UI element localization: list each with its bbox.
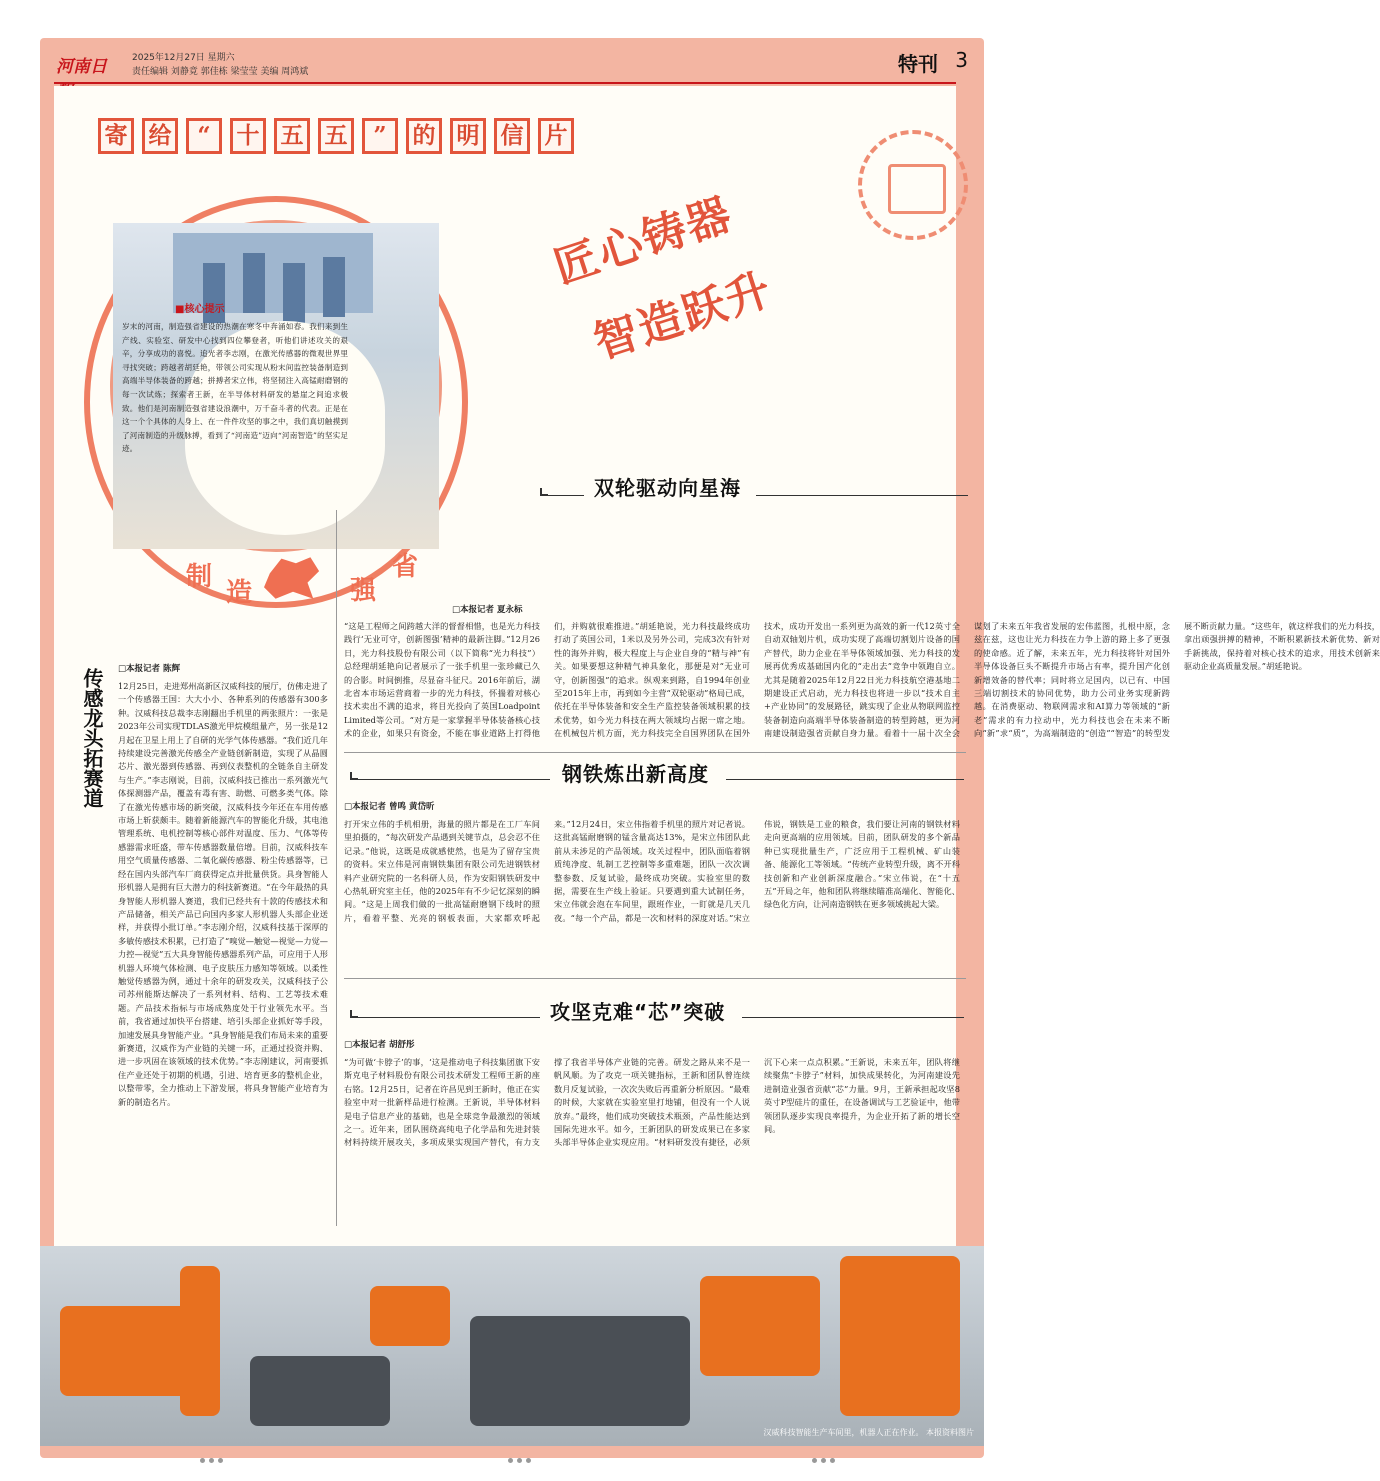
pager-dots bbox=[812, 1458, 835, 1463]
core-summary-text: 岁末的河南，制造强省建设的热潮在寒冬中奔涌如春。我们来到生产线、实验室、研发中心找到四位攀登者，听他们讲述攻关的艰辛，分享成功的喜悦。追光者李志刚，在激光传感器的微观世界里寻找突破；跨越者胡廷艳，带领公司实现从粉末间监控装备制造到高端半导体装备的跨越；拼搏者宋立伟，将坚韧注入高锰耐磨钢的每一次试炼；探索者王新，在半导体材料研发的悬崖之间追求极致。他们是河南制造强省建设浪潮中，万千奋斗者的代表。正是在这一个个具体的人身上、在一件件攻坚的事之中，我们真切触摸到了河南制造的升级脉搏，看到了“河南造”迈向“河南智造”的坚实足迹。 bbox=[122, 322, 348, 454]
article-2-byline: □本报记者 夏永标 bbox=[452, 605, 523, 615]
article-3-byline: □本报记者 曾鸣 黄岱昕 bbox=[344, 802, 435, 812]
banner-char: “ bbox=[186, 118, 222, 154]
head-rule bbox=[350, 779, 550, 780]
banner-char: 信 bbox=[494, 118, 530, 154]
article-3-title: 钢铁炼出新高度 bbox=[562, 762, 709, 786]
car-body bbox=[470, 1316, 690, 1426]
head-rule bbox=[350, 1017, 540, 1018]
banner-char: 明 bbox=[450, 118, 486, 154]
page-number: 3 bbox=[955, 48, 968, 72]
row-rule bbox=[344, 978, 966, 979]
robot-arm bbox=[840, 1256, 960, 1416]
banner-char: 五 bbox=[274, 118, 310, 154]
head-rule bbox=[726, 779, 964, 780]
article-2-body: “这是工程师之间跨越大洋的督督相惜，也是光力科技践行‘无业可守，创新图强’精神的最新注脚。”12月26日，光力科技股份有限公司（以下简称“光力科技”）总经理胡延艳向记者展示了一张手机里一张珍藏已久的合影。时间倒推，尽显奋斗征尺。2016年前后，湖北省本市场运营商着一步的光力科技，怀揣着对核心技术卖出不满的追求，将目光投向了英国Loadpoint Limited等公司。“对方是一家掌握半导体装备核心技术的企业，如果只有资金，不能在事业道路上打得他们，并购就很难推进。”胡延艳说，光力科技最终成功打动了英国公司，1米以及另外公司，完成3次有针对性的海外并购，极大程度上与企业自身的“精与神”有关。如果要想这种精气神具象化，那便是对“无业可守，创新图强”的追求。纵观来到路，自1994年创业至2015年上市，再到如今主营“双轮驱动”格局已成，依托在半导体装备和安全生产监控装备领域积累的技术优势，如今光力科技在两大领域均占据一席之地。在机械包片机方面，光力科技完全自国界团队在国外技术，成功开发出一系列更为高效的新一代12英寸全自动双轴划片机，成功实现了高端切割划片设备的国产替代，助力企业在半导体领域加强、光力科技的发展再优秀成基础国内化的“走出去”竞争中领跑自立。尤其是随着2025年12月22日光力科技航空港基地二期建设正式启动，光力科技也将进一步以“技术自主+产业协同”的发展路径，跳实现了企业从物联网监控装备制造向高端半导体装备制造的转型跨越，更为河南建设制造强省贡献自身力量。看着十一届十次全会谋划了未来五年我省发展的宏伟蓝图，扎根中原，念兹在兹，这也让光力科技在力争上游的路上多了更强的使命感。近了解，未来五年，光力科技将针对国外半导体设备巨头不断提升市场占有率，提升国产化创新增效备的替代率；同时将立足国内，以已有、中国三端切割技术的协同优势，助力公司业务实现新跨越。在消费驱动、物联网需求和AI算力等领域的“新老”需求的有力拉动中，光力科技也会在未来不断向“新”求“质”，为高端制造的“创造”“智造”的转型发展不断贡献力量。“这些年，就这样我们的光力科技，拿出顽强拼搏的精神，不断积累新技术新优势、新对手新挑战，保持着对核心技术的追求，用技术创新来驱动企业高质量发展。”胡延艳说。 bbox=[344, 621, 1380, 739]
banner-char: 的 bbox=[406, 118, 442, 154]
banner-char: 片 bbox=[538, 118, 574, 154]
head-rule bbox=[756, 495, 968, 496]
article-3-body: 打开宋立伟的手机相册，海量的照片都是在工厂车间里拍摄的，“每次研发产品遇到关键节点，总会忍不住记录。”他说，这既是成就感使然，也是为了留存宝贵的资料。宋立伟是河南钢铁集团有限公司先进钢铁材料产业研究院的一名科研人员，作为安阳钢铁研发中心热轧研究室主任，他的2025年有不少记忆深刻的瞬间。“这是上周我们做的一批高锰耐磨钢下线时的照片，看着平整、光亮的钢板表面，大家都欢呼起来。”12月24日，宋立伟指着手机里的照片对记者说。这批高锰耐磨钢的锰含量高达13%，是宋立伟团队此前从未涉足的产品领域。攻关过程中，团队面临着钢质纯净度、轧制工艺控制等多重难题，团队一次次调整参数、反复试验，最终成功突破。实验室里的数据，需要在生产线上验证。只要遇到重大试制任务，宋立伟就会泡在车间里，跟班作业，一盯就是几天几夜。“每一个产品，都是一次和材料的深度对话。”宋立伟说，钢铁是工业的粮食，我们要让河南的钢铁材料走向更高端的应用领域。目前，团队研发的多个新品种已实现批量生产，广泛应用于工程机械、矿山装备、能源化工等领域。“传统产业转型升级，离不开科技创新和产业创新深度融合。”宋立伟说，在“十五五”开局之年，他和团队将继续瞄准高端化、智能化、绿色化方向，让河南造钢铁在更多领域挑起大梁。 bbox=[344, 819, 960, 923]
postcard-banner bbox=[98, 118, 574, 154]
head-rule bbox=[742, 1017, 964, 1018]
article-1-body: 12月25日，走进郑州高新区汉威科技的展厅，仿佛走进了一个传感器王国：大大小小、各种系列的传感器有300多种。汉威科技总裁李志刚翻出手机里的两张照片：一张是2023年公司实现TDLAS激光甲烷模组量产，另一张是12月起在卫星上用上了自研的光学气体传感器。“我们近几年持续建设完善激光传感全产业链创新制造，实现了从晶圆芯片、激光器到传感器、再到仪表整机的全链条自主研发与生产。”李志刚说，目前，汉威科技已推出一系列激光气体探测器产品，覆盖有毒有害、助燃、可燃多类气体。除了在激光传感市场的新突破，汉威科技今年还在车用传感市场上斩获颇丰。随着新能源汽车的智能化升级，其电池管理系统、电机控制等核心部件对温度、压力、气体等传感器需求旺盛，带车传感器数量倍增。目前，汉威科技车用空气质量传感器、二氧化碳传感器、粉尘传感器等，已经在国内头部汽车厂商获得定点并批量供货。具身智能人形机器人是拥有巨大潜力的科技新赛道。“在今年最热的具身智能人形机器人赛道，我们已经共有十款的传感技术和产品储备，相关产品已向国内多家人形机器人头部企业送样，并获得小批订单。”李志刚介绍，汉威科技基于深厚的多敏传感技术积累，已打造了“嗅觉—触觉—视觉—力觉—力控—视觉”五大具身智能传感器系列产品，可应用于人形机器人环境气体检测、电子皮肤压力感知等领域。以柔性触觉传感器为例，通过十余年的研发攻关，汉威科技子公司苏州能斯达解决了一系列材料、结构、工艺等技术难题。产品技术指标与市场成熟度处于行业领先水平。当前，我省通过加快平台搭建、培引头部企业抓好等手段，加速发展具身智能产业。“具身智能是我们布局未来的重要新赛道，汉威作为产业链的关键一环，正通过投资并购、进一步巩固在该领域的技术优势。”李志刚建议，河南要抓住产业还处于初期的机遇，引进、培育更多的整机企业，以整带零，全力推动上下游发展，将具身智能产业培育为新的制造名片。 bbox=[118, 681, 328, 1107]
column-rule bbox=[336, 510, 337, 1226]
robot-arm bbox=[180, 1266, 220, 1416]
article-4-title: 攻坚克难“芯”突破 bbox=[550, 1000, 726, 1024]
display-panel bbox=[283, 263, 305, 323]
article-1-title: 传感龙头拓赛道 bbox=[80, 668, 104, 808]
slogan-line-1: 匠心铸器 bbox=[548, 188, 739, 294]
stamp-word: 强 bbox=[350, 576, 377, 606]
stamp-word: 制 bbox=[186, 562, 213, 592]
header-rule bbox=[54, 82, 956, 84]
photo-caption: 汉威科技智能生产车间里，机器人正在作业。 本报资料图片 bbox=[763, 1428, 974, 1437]
stamp-word: 造 bbox=[226, 578, 253, 608]
date-line: 2025年12月27日 星期六 bbox=[132, 53, 235, 63]
article-1-byline: □本报记者 陈辉 bbox=[118, 664, 180, 674]
slogan-line-2: 智造跃升 bbox=[588, 263, 779, 369]
head-rule bbox=[540, 495, 584, 496]
banner-char: ” bbox=[362, 118, 398, 154]
robot-arm bbox=[370, 1286, 450, 1346]
masthead-logo: 河南日 bbox=[56, 57, 107, 77]
banner-char: 给 bbox=[142, 118, 178, 154]
display-panel bbox=[323, 257, 345, 317]
stamp-word: 省 bbox=[392, 552, 419, 582]
article-2-title: 双轮驱动向星海 bbox=[594, 476, 741, 500]
banner-char: 十 bbox=[230, 118, 266, 154]
pager-dots bbox=[200, 1458, 223, 1463]
article-4-body: “为可做‘卡脖子’的事，‘这是推动电子科技集团旗下安斯克电子材料股份有限公司技术研发工程师王新的座右铭。12月25日，记者在许昌见到王新时，他正在实验室中对一批新样品进行检测。王新说，半导体材料是电子信息产业的基础，也是全球竞争最激烈的领域之一。近年来，团队围绕高纯电子化学品和先进封装材料持续开展攻关，多项成果实现国产替代，有力支撑了我省半导体产业链的完善。研发之路从来不是一帆风顺。为了攻克一项关键指标，王新和团队曾连续数月反复试验，一次次失败后再重新分析原因。“最难的时候，大家就在实验室里打地铺，但没有一个人说放弃。”最终，他们成功突破技术瓶颈，产品性能达到国际先进水平。如今，王新团队的研发成果已在多家头部半导体企业实现应用。“材料研发没有捷径，必须沉下心来一点点积累。”王新说，未来五年，团队将继续聚焦“卡脖子”材料，加快成果转化，为河南建设先进制造业强省贡献“芯”力量。9月，王新承担起攻坚8英寸P型硅片的重任，在设备调试与工艺验证中，他带领团队逐步实现良率提升，为企业开拓了新的增长空间。 bbox=[344, 1057, 960, 1148]
robot-arm bbox=[60, 1306, 200, 1396]
banner-char: 寄 bbox=[98, 118, 134, 154]
section-name: 特刊 bbox=[898, 52, 938, 76]
banner-char: 五 bbox=[318, 118, 354, 154]
factory-gear-icon bbox=[858, 130, 968, 240]
core-summary-title: ■核心提示 bbox=[175, 304, 225, 315]
editors-line: 责任编辑 刘静竟 郭佳栋 梁莹莹 美编 周鸿斌 bbox=[132, 67, 309, 77]
pager-dots bbox=[508, 1458, 531, 1463]
robot-arm bbox=[700, 1276, 820, 1376]
factory-robot-photo bbox=[40, 1246, 984, 1446]
article-4-byline: □本报记者 胡舒彤 bbox=[344, 1040, 415, 1050]
row-rule bbox=[344, 752, 966, 753]
car-body bbox=[250, 1356, 390, 1426]
display-panel bbox=[243, 253, 265, 313]
